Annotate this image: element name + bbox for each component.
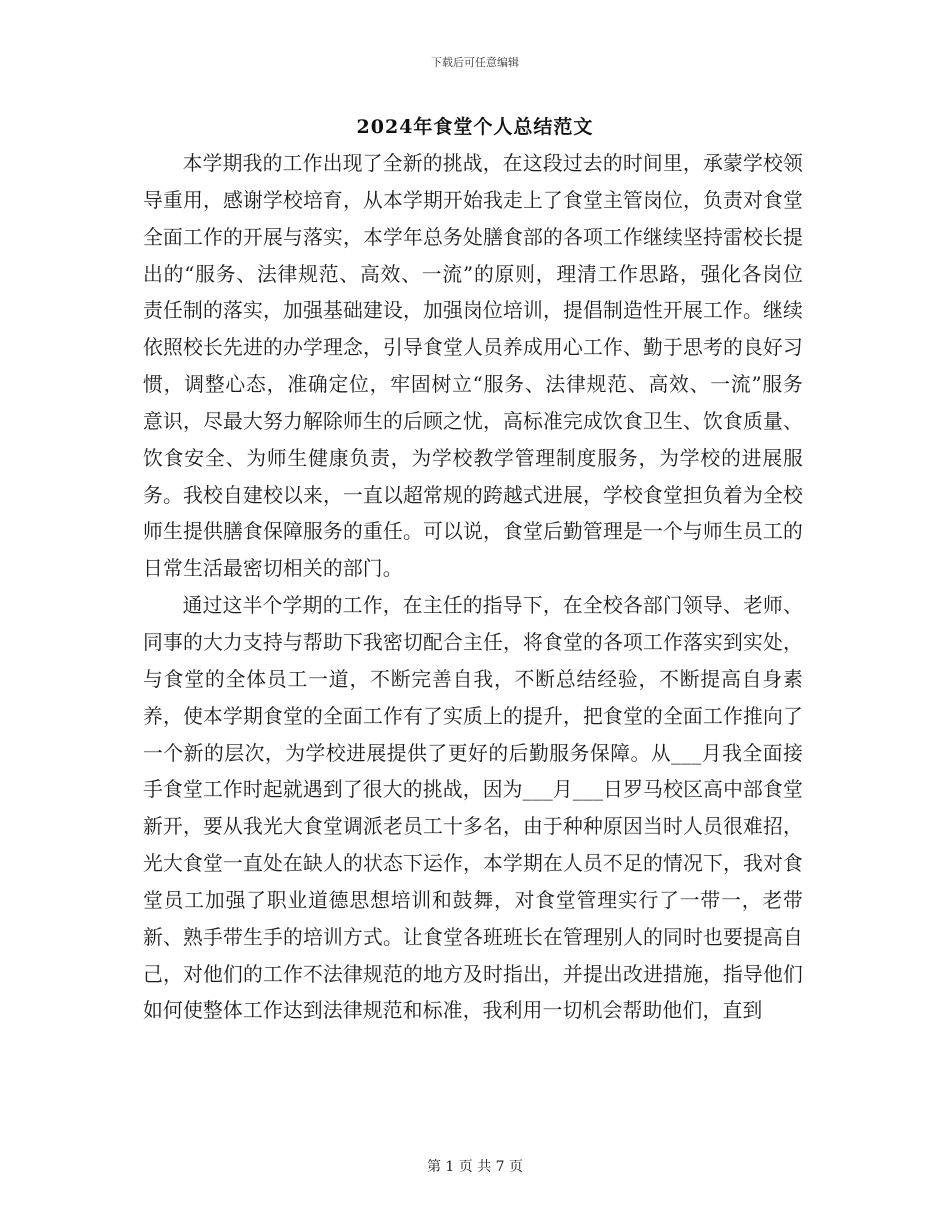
document-title: 2024年食堂个人总结范文 <box>356 116 594 138</box>
body-paragraph-2: 通过这半个学期的工作，在主任的指导下，在全校各部门领导、老师、同事的大力支持与帮助下我密切配合主任，将食堂的各项工作落实到实处，与食堂的全体员工一道，不断完善自我，不断总结经验，不断提高自身素养，使本学期食堂的全面工作有了实质上的提升，把食堂的全面工作推向了一个新的层次，为学校进展提供了更好的后勤服务保障。从___月我全面接手食堂工作时起就遇到了很大的挑战，因为___月___日罗马校区高中部食堂新开，要从我光大食堂调派老员工十多名，由于种种原因当时人员很难招，光大食堂一直处在缺人的状态下运作，本学期在人员不足的情况下，我对食堂员工加强了职业道德思想培训和鼓舞，对食堂管理实行了一带一，老带新、熟手带生手的培训方式。让食堂各班班长在管理别人的同时也要提高自己，对他们的工作不法律规范的地方及时指出，并提出改进措施，指导他们如何使整体工作达到法律规范和标准，我利用一切机会帮助他们，直到 <box>143 594 803 1023</box>
body-paragraph-1: 本学期我的工作出现了全新的挑战，在这段过去的时间里，承蒙学校领导重用，感谢学校培育，从本学期开始我走上了食堂主管岗位，负责对食堂全面工作的开展与落实，本学年总务处膳食部的各项工作继续坚持雷校长提出的“服务、法律规范、高效、一流”的原则，理清工作思路，强化各岗位责任制的落实，加强基础建设，加强岗位培训，提倡制造性开展工作。继续依照校长先进的办学理念，引导食堂人员养成用心工作、勤于思考的良好习惯，调整心态，准确定位，牢固树立“服务、法律规范、高效、一流”服务意识，尽最大努力解除师生的后顾之忧，高标准完成饮食卫生、饮食质量、饮食安全、为师生健康负责，为学校教学管理制度服务，为学校的进展服务。我校自建校以来，一直以超常规的跨越式进展，学校食堂担负着为全校师生提供膳食保障服务的重任。可以说，食堂后勤管理是一个与师生员工的日常生活最密切相关的部门。 <box>143 152 803 581</box>
document-body <box>143 146 803 1030</box>
page-header-note: 下载后可任意编辑 <box>431 56 519 69</box>
page-number: 第 1 页 共 7 页 <box>426 1159 524 1175</box>
